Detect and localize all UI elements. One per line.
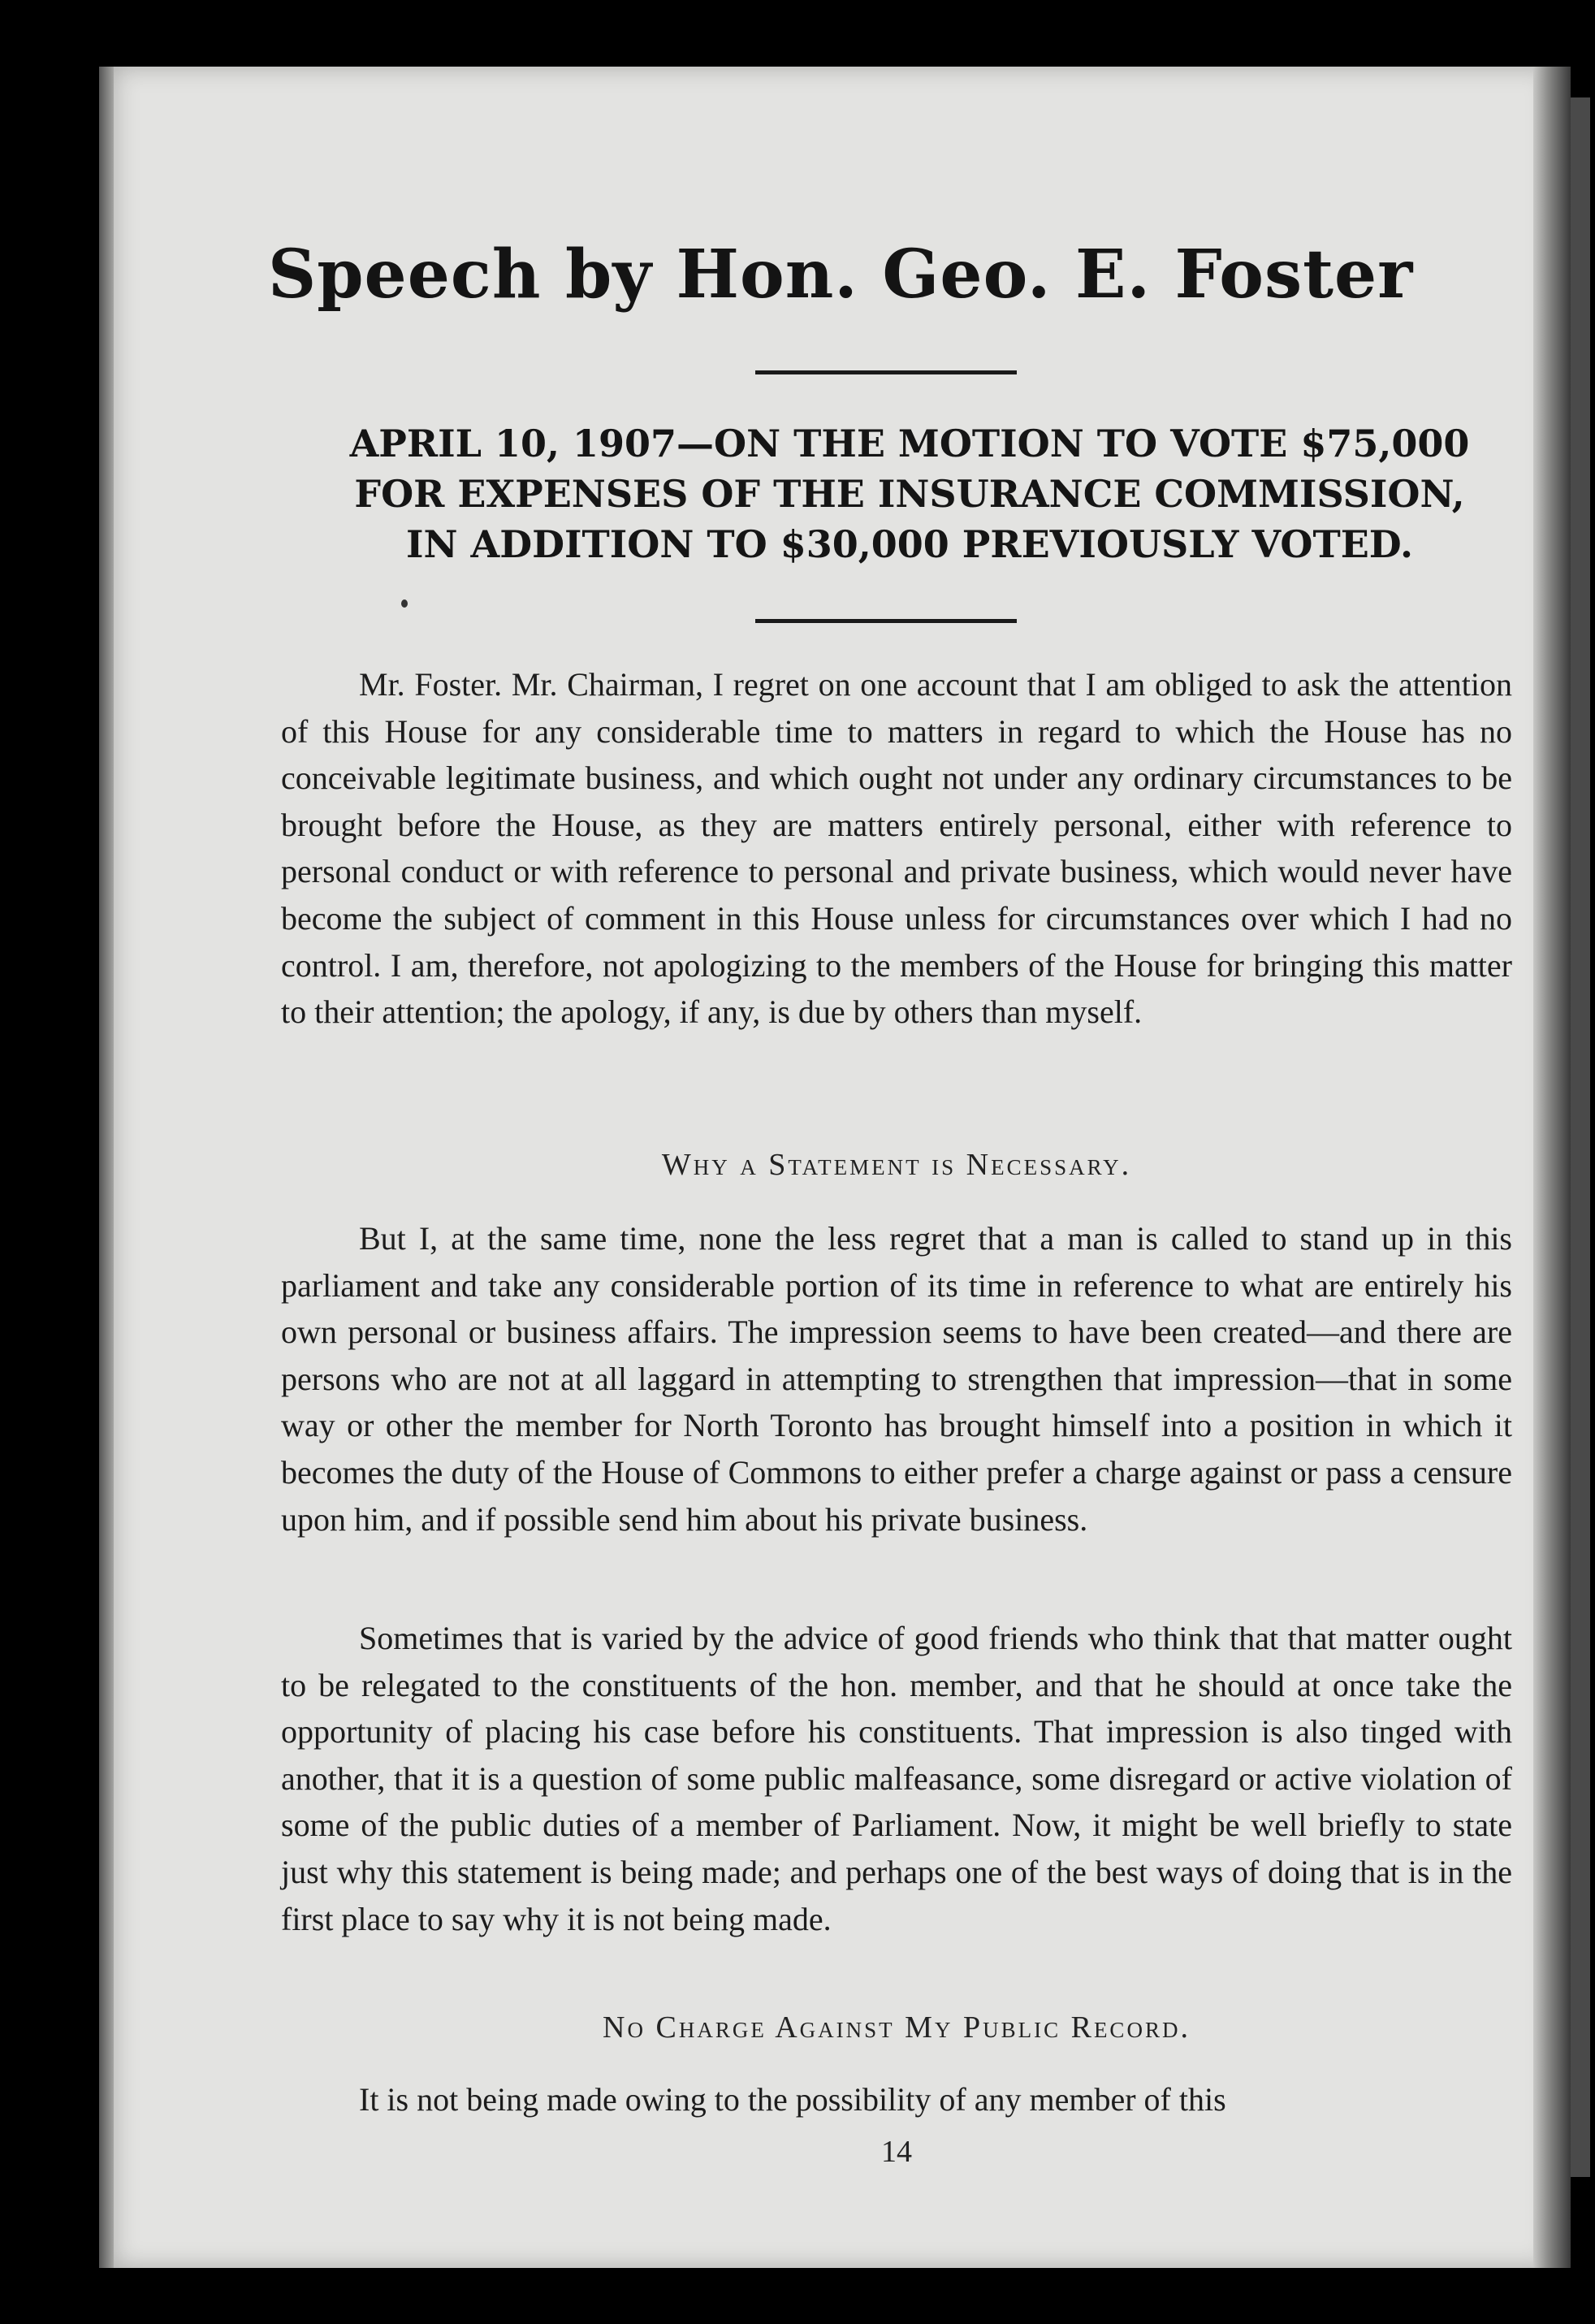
subtitle-line: IN ADDITION TO $30,000 PREVIOUSLY VOTED. — [405, 522, 1414, 566]
section-heading-statement-necessary: Why a Statement is Necessary. — [661, 1148, 1132, 1182]
subtitle-divider — [755, 619, 1017, 623]
title-divider — [755, 370, 1017, 374]
speech-subtitle — [276, 418, 1543, 569]
paragraph-continued: It is not being made owing to the possibility of any member of this — [359, 2081, 1226, 2118]
subtitle-line: FOR EXPENSES OF THE INSURANCE COMMISSION, — [354, 472, 1465, 516]
paragraph-body: Sometimes that is varied by the advice of good friends who think that that matter ought to be relegated to the constituents of the hon. member, and that he should at once take the opportunity of placing his case before his constituents. That impression is also tinged with another, that it is a question of some public malfeasance, some disregard or active violation of some of the public duties of a member of Parliament. Now, it might be well briefly to state just why this statement is being made; and perhaps one of the best ways of doing that is in the first place to say why it is not being made. — [281, 1620, 1512, 1937]
page-right-edge — [1533, 67, 1571, 2268]
paragraph-body: But I, at the same time, none the less regret that a man is called to stand up in this parliament and take any considerable portion of its time in reference to what are entirely his own personal or business affairs. The impression seems to have been created—and there are persons who are not at all laggard in attempting to strengthen that impression—that in some way or other the member for North Toronto has brought himself into a position in which it becomes the duty of the House of Commons to either prefer a charge against or pass a censure upon him, and if possible send him about his private business. — [281, 1220, 1512, 1538]
section-heading-no-charge: No Charge Against My Public Record. — [603, 2010, 1191, 2045]
page-number: 14 — [881, 2135, 912, 2169]
scanner-strip — [1571, 97, 1590, 2177]
ink-speck — [401, 599, 408, 608]
document-title: Speech by Hon. Geo. E. Foster — [268, 236, 1414, 314]
subtitle-line: APRIL 10, 1907—ON THE MOTION TO VOTE $75,000 — [349, 422, 1470, 465]
paragraph-opening: Mr. Foster. Mr. Chairman, I regret on one account that I am obliged to ask the attention of this House for any considerable time to matters in regard to which the House has no conceivable legitimate business, and which ought not under any ordinary circumstances to be brought before the House, as they are matters entirely personal, either with reference to personal conduct or with reference to personal and private business, which would never have become the subject of comment in this House unless for circumstances over which I had no control. I am, therefore, not apologizing to the members of the House for bringing this matter to their attention; the apology, if any, is due by others than myself. — [281, 666, 1512, 1031]
